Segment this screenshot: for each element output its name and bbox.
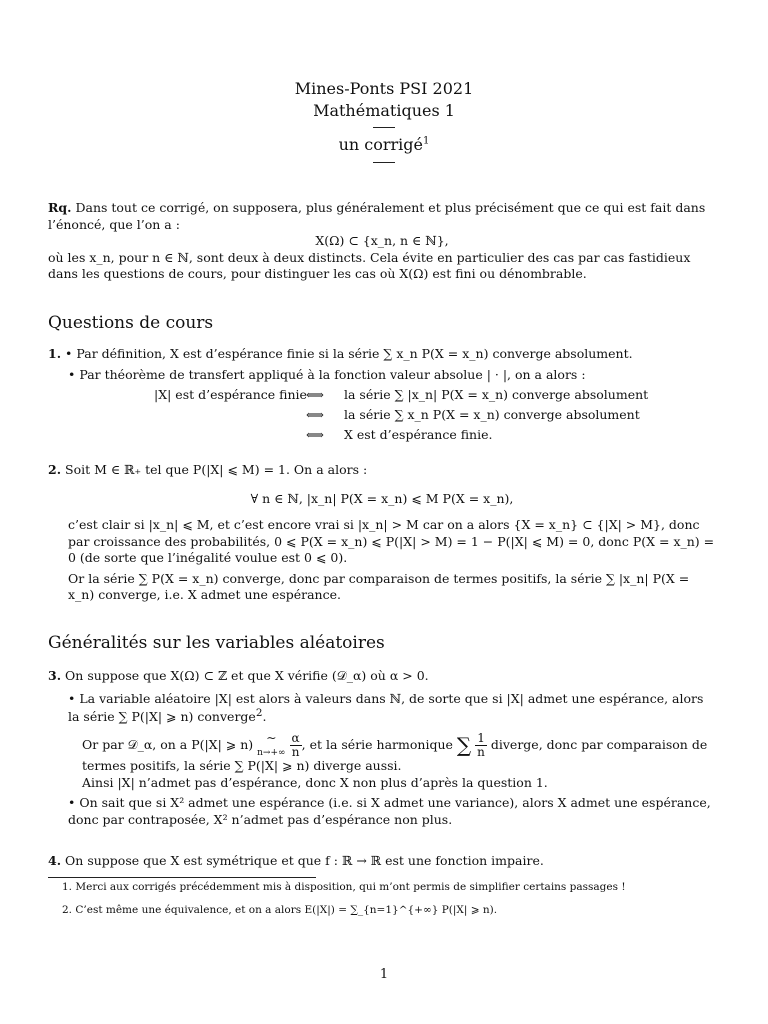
title-line-2: Mathématiques 1 — [313, 100, 455, 120]
equivalence-right-2: la série ∑ x_n P(X = x_n) converge absolument — [344, 407, 640, 422]
section-title-cours: Questions de cours — [48, 313, 214, 333]
question-2-paragraph-2: Or la série ∑ P(X = x_n) converge, donc par comparaison de termes positifs, la série ∑ |x_n| P(X = x_n) converge, i.e. X admet une espérance. — [68, 570, 690, 602]
footnote-2: 2. C’est même une équivalence, et on a alors E(|X|) = ∑_{n=1}^{+∞} P(|X| ⩾ n). — [62, 904, 498, 916]
question-3-bullet-1-para-2: Or par 𝒟_α, on a P(|X| ⩾ n) ∼ n→+∞ $\frac{\alpha}{n}$ , et la série harmonique ∑ $\frac{1}{n}$ diverge, donc par comparaison de termes positifs, la série ∑ P(|X| ⩾ n) diverge aussi. — [82, 730, 708, 774]
title-dash-bottom — [373, 162, 395, 163]
bullet-icon: • — [68, 795, 80, 811]
title-line-1: Mines-Ponts PSI 2021 — [294, 79, 474, 98]
remark-formula: X(Ω) ⊂ {x_n, n ∈ ℕ}, — [315, 233, 449, 248]
fraction-one-over-n: $\frac{1}{n}$ — [477, 731, 485, 759]
question-3-number: 3. — [48, 668, 62, 683]
bullet-icon: • — [65, 346, 77, 361]
remark-text-2: où les x_n, pour n ∈ ℕ, sont deux à deux distincts. Cela évite en particulier des cas par cas fastidieux dans les questions de cours, pour distinguer les cas où X(Ω) est fini ou dénombrable. — [48, 249, 691, 281]
question-2-formula: ∀ n ∈ ℕ, |x_n| P(X = x_n) ⩽ M P(X = x_n), — [250, 490, 514, 506]
document-header — [0, 78, 768, 169]
equivalence-row-1 — [48, 387, 716, 407]
equivalence-right-3: X est d’espérance finie. — [344, 427, 493, 442]
question-1-bullet-1: Par définition, X est d’espérance finie si la série ∑ x_n P(X = x_n) converge absolument. — [76, 346, 633, 361]
title-dash-top — [373, 127, 395, 128]
question-1-bullet-2: Par théorème de transfert appliqué à la fonction valeur absolue | · |, on a alors : — [79, 366, 586, 382]
equivalence-row-3 — [48, 427, 716, 447]
question-1-number: 1. — [48, 346, 62, 361]
question-4-number: 4. — [48, 853, 62, 868]
footnote-1: 1. Merci aux corrigés précédemment mis à disposition, qui m’ont permis de simplifier certains passages ! — [62, 881, 626, 893]
question-4-text: On suppose que X est symétrique et que f : ℝ → ℝ est une fonction impaire. — [65, 853, 544, 868]
question-2-number: 2. — [48, 462, 62, 477]
remark-label: Rq. — [48, 200, 72, 215]
equivalence-row-2 — [48, 407, 716, 427]
question-3-intro: On suppose que X(Ω) ⊂ ℤ et que X vérifie (𝒟_α) où α > 0. — [65, 668, 429, 683]
question-1 — [48, 346, 716, 447]
question-3-bullet-1: La variable aléatoire |X| est alors à valeurs dans ℕ, de sorte que si |X| admet une espérance, alors la série ∑ P(|X| ⩾ n) converge — [68, 690, 704, 725]
equivalence-left: |X| est d’espérance finie — [154, 387, 307, 402]
title-line-3: un corrigé$^1$ — [338, 135, 430, 155]
equivalence-right-1: la série ∑ |x_n| P(X = x_n) converge absolument — [344, 387, 649, 402]
section-title-generalites: Généralités sur les variables aléatoires — [48, 633, 385, 653]
question-3-bullet-2: On sait que si X² admet une espérance (i.e. si X admet une variance), alors X admet une espérance, donc par contraposée, X² n’admet pas d’espérance non plus. — [68, 795, 711, 827]
sum-icon: ∑ — [456, 732, 472, 757]
iff-symbol: ⟺ — [306, 387, 324, 402]
question-2-paragraph-1: c’est clair si |x_n| ⩽ M, et c’est encore vrai si |x_n| > M car on a alors {X = x_n} ⊂ {|X| > M}, donc par croissance des probabilités, 0 ⩽ P(X = x_n) ⩽ P(|X| > M) = 1 − P(|X| ⩽ M) = 0, donc P(X = x_n) = 0 (de sorte que l’inégalité voulue est 0 ⩽ 0). — [68, 517, 715, 565]
equivalence-block — [48, 387, 716, 447]
question-3 — [48, 668, 716, 828]
footnote-rule — [48, 877, 316, 878]
question-3-bullet-1-para-3: Ainsi |X| n’admet pas d’espérance, donc X non plus d’après la question 1. — [82, 774, 548, 790]
remark-paragraph — [48, 200, 716, 283]
footnote-mark-2[interactable]: 2 — [255, 707, 263, 719]
footnote-mark-1[interactable]: 1 — [423, 135, 430, 147]
bullet-icon: • — [68, 366, 80, 382]
remark-text-1: Dans tout ce corrigé, on supposera, plus généralement et plus précisément que ce qui est fait dans l’énoncé, que l’on a : — [48, 200, 706, 232]
question-3-bullet-1-row: • La variable aléatoire |X| est alors à valeurs dans ℕ, de sorte que si |X| admet une espérance, alors la série ∑ P(|X| ⩾ n) converge$^2$. Or par 𝒟_α, on a P(|X| ⩾ n) ∼ n→+∞ $\frac{\alpha}{n}$ , et la série harmonique ∑ $\frac{1}{n}$ diverge, donc par comparaison de termes positifs, la série ∑ P(|X| ⩾ n) diverge aussi. Ainsi |X| n’admet pas d’espérance, donc X non plus d’après la question 1. — [48, 691, 716, 792]
page-number: 1 — [379, 967, 389, 982]
question-2-intro: Soit M ∈ ℝ₊ tel que P(|X| ⩽ M) = 1. On a alors : — [65, 462, 368, 477]
question-3-bullet-2-row — [48, 795, 716, 828]
iff-symbol: ⟺ — [306, 427, 324, 442]
question-4 — [48, 853, 716, 870]
question-1-bullet-2-row — [48, 367, 716, 384]
iff-symbol: ⟺ — [306, 407, 324, 422]
question-2 — [48, 462, 716, 604]
equivalent-symbol: ∼ n→+∞ — [257, 730, 286, 758]
bullet-icon: • — [68, 690, 80, 706]
fraction-alpha-over-n: $\frac{\alpha}{n}$ — [291, 731, 300, 759]
